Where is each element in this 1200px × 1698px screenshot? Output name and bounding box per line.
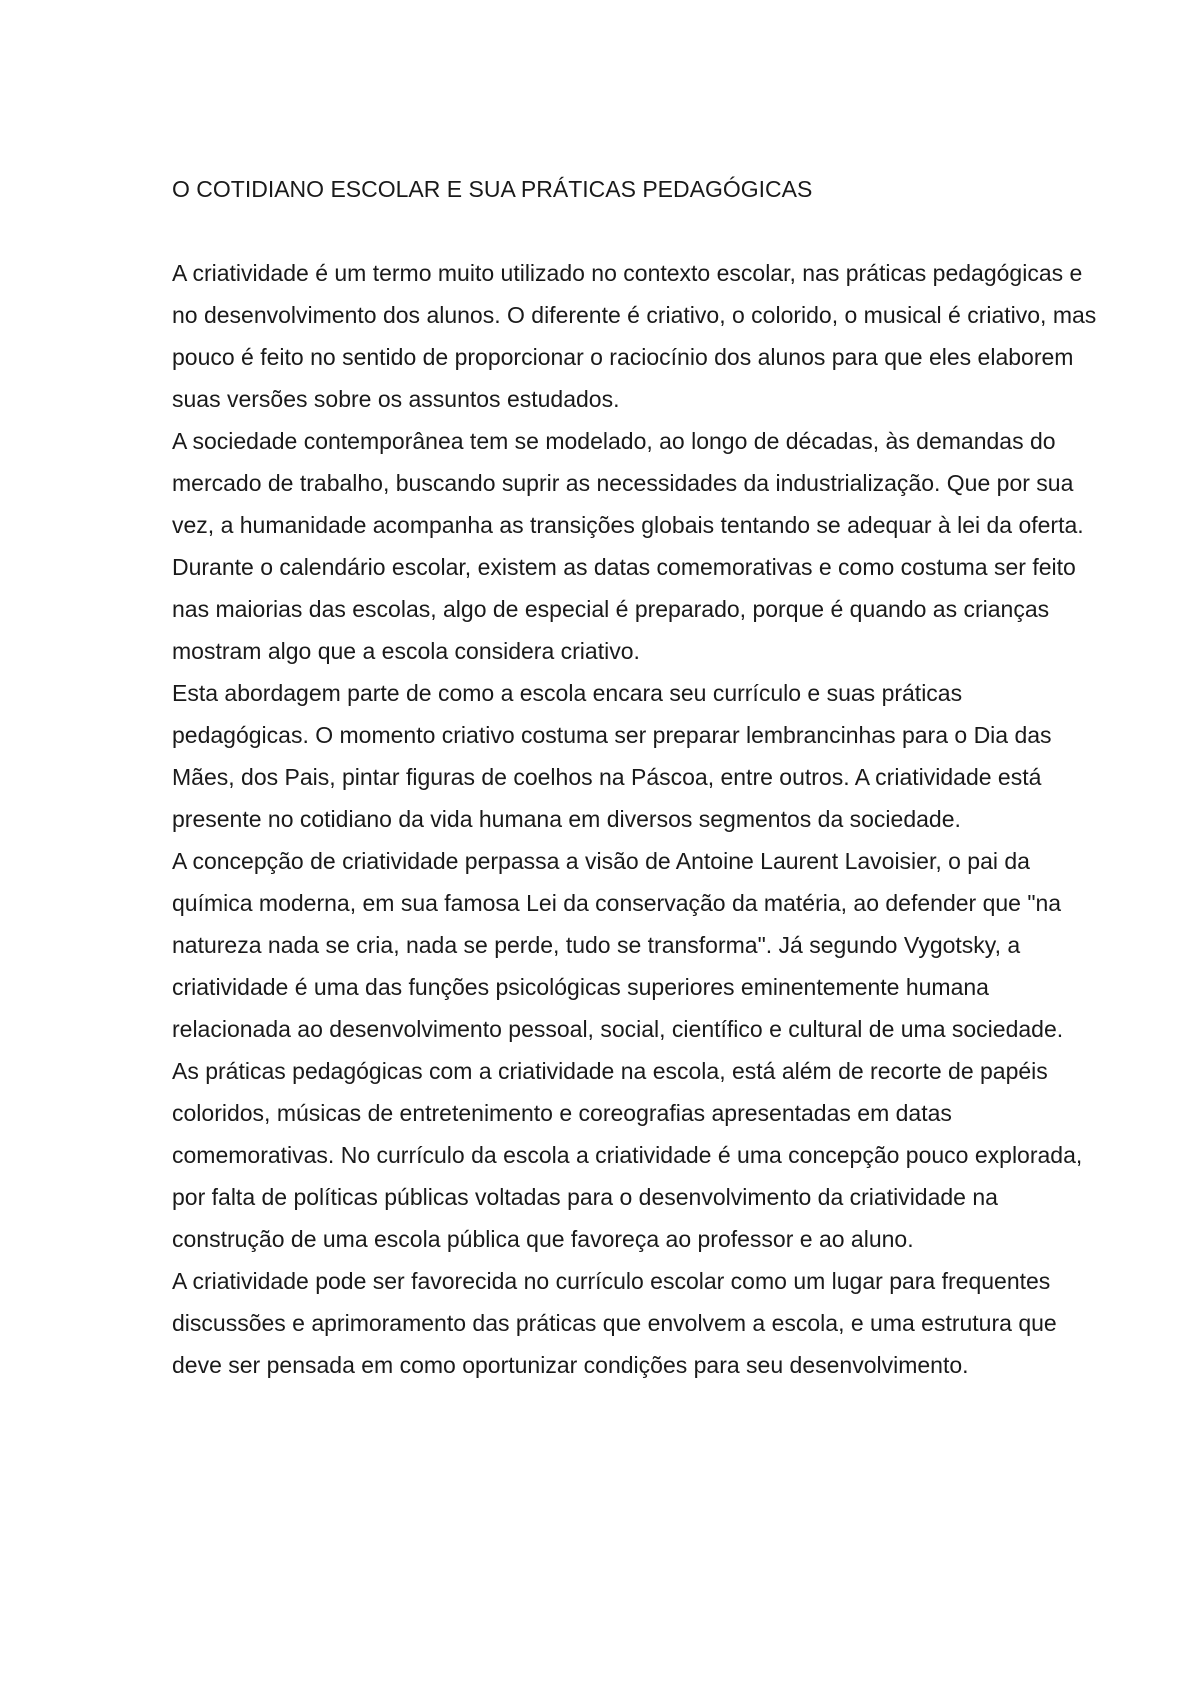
paragraph-2: A sociedade contemporânea tem se modelado, ao longo de décadas, às demandas do mercado de trabalho, buscando suprir as necessidades da industrialização. Que por sua vez, a humanidade acompanha as transições globais tentando se adequar à lei da oferta. xyxy=(172,428,1084,538)
paragraph-1: A criatividade é um termo muito utilizado no contexto escolar, nas práticas pedagógicas e no desenvolvimento dos alunos. O diferente é criativo, o colorido, o musical é criativo, mas pouco é feito no sentido de proporcionar o raciocínio dos alunos para que eles elaborem suas versões sobre os assuntos estudados. xyxy=(172,260,1097,412)
paragraph-3: Durante o calendário escolar, existem as datas comemorativas e como costuma ser feito nas maiorias das escolas, algo de especial é preparado, porque é quando as crianças mostram algo que a escola considera criativo. xyxy=(172,554,1076,664)
document-content xyxy=(172,168,1102,1386)
document-title: O COTIDIANO ESCOLAR E SUA PRÁTICAS PEDAGÓGICAS xyxy=(172,176,813,202)
paragraph-6: As práticas pedagógicas com a criatividade na escola, está além de recorte de papéis coloridos, músicas de entretenimento e coreografias apresentadas em datas comemorativas. No currículo da escola a criatividade é uma concepção pouco explorada, por falta de políticas públicas voltadas para o desenvolvimento da criatividade na construção de uma escola pública que favoreça ao professor e ao aluno. xyxy=(172,1058,1083,1252)
paragraph-5: A concepção de criatividade perpassa a visão de Antoine Laurent Lavoisier, o pai da química moderna, em sua famosa Lei da conservação da matéria, ao defender que "na natureza nada se cria, nada se perde, tudo se transforma". Já segundo Vygotsky, a criatividade é uma das funções psicológicas superiores eminentemente humana relacionada ao desenvolvimento pessoal, social, científico e cultural de uma sociedade. xyxy=(172,848,1064,1042)
paragraph-4: Esta abordagem parte de como a escola encara seu currículo e suas práticas pedagógicas. O momento criativo costuma ser preparar lembrancinhas para o Dia das Mães, dos Pais, pintar figuras de coelhos na Páscoa, entre outros. A criatividade está presente no cotidiano da vida humana em diversos segmentos da sociedade. xyxy=(172,680,1052,832)
document-body xyxy=(172,252,1102,1386)
paragraph-7: A criatividade pode ser favorecida no currículo escolar como um lugar para frequentes discussões e aprimoramento das práticas que envolvem a escola, e uma estrutura que deve ser pensada em como oportunizar condições para seu desenvolvimento. xyxy=(172,1268,1057,1378)
